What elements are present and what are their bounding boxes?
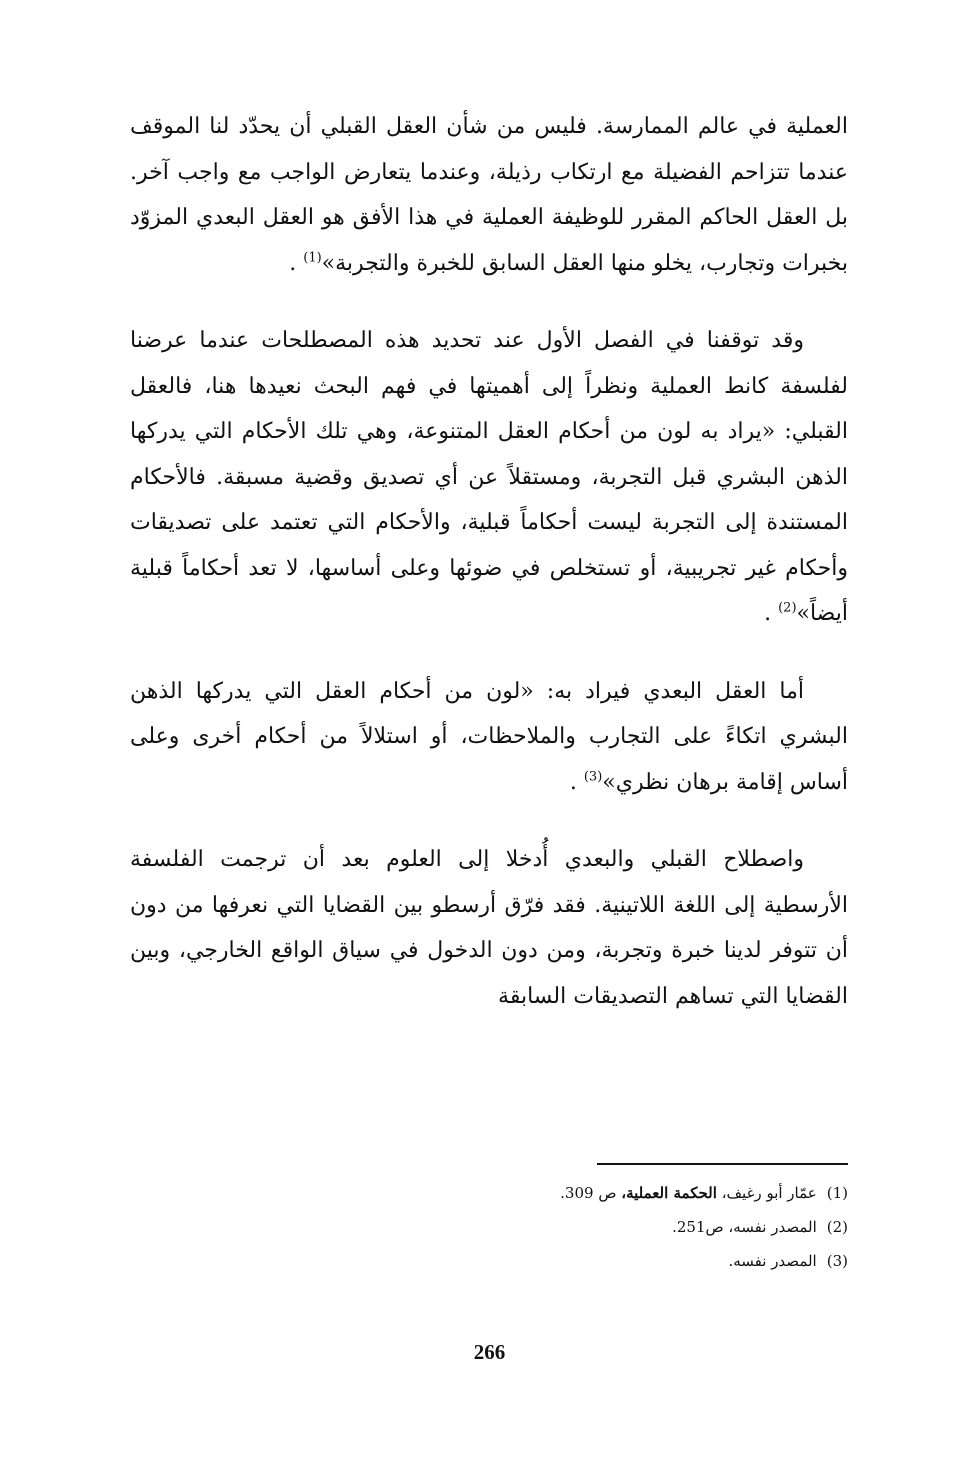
- paragraph-3-end: .: [569, 769, 577, 795]
- paragraph-1: [130, 104, 848, 286]
- footnote-number: (3): [826, 1252, 848, 1270]
- paragraph-1-text: العملية في عالم الممارسة. فليس من شأن العقل القبلي أن يحدّد لنا الموقف عندما تتزاحم الفضيلة مع ارتكاب رذيلة، وعندما يتعارض الواجب مع واجب آخر. بل العقل الحاكم المقرر للوظيفة العملية في هذا الأفق هو العقل البعدي المزوّد بخبرات وتجارب، يخلو منها العقل السابق للخبرة والتجربة»: [130, 114, 848, 276]
- footnote-3: [130, 1244, 848, 1278]
- footnote-text: المصدر نفسه، ص251.: [672, 1218, 817, 1236]
- paragraph-2-end: .: [764, 601, 772, 626]
- paragraph-2: [130, 318, 848, 637]
- footnote-ref-1: (1): [303, 250, 322, 266]
- footnote-number: (1): [826, 1184, 848, 1202]
- paragraph-4: [130, 837, 848, 1019]
- footnote-1: [130, 1176, 848, 1210]
- footnote-author: عمّار أبو رغيف،: [721, 1184, 817, 1202]
- footnote-number: (2): [826, 1218, 848, 1236]
- footnotes: [130, 1176, 848, 1278]
- paragraph-4-text: واصطلاح القبلي والبعدي أُدخلا إلى العلوم بعد أن ترجمت الفلسفة الأرسطية إلى اللغة اللاتينية. فقد فرّق أرسطو بين القضايا التي نعرفها من دون أن تتوفر لدينا خبرة وتجربة، ومن دون الدخول في سياق الواقع الخارجي، وبين القضايا التي تساهم التصديقات السابقة: [130, 847, 848, 1009]
- paragraph-3: [130, 669, 848, 806]
- footnote-title: الحكمة العملية،: [621, 1184, 717, 1202]
- page-number: 266: [473, 1340, 506, 1364]
- footnote-page: ص 309.: [560, 1184, 617, 1202]
- paragraph-2-text: وقد توقفنا في الفصل الأول عند تحديد هذه المصطلحات عندما عرضنا لفلسفة كانط العملية ونظراً إلى أهميتها في فهم البحث نعيدها هنا، فالعقل القبلي: «يراد به لون من أحكام العقل المتنوعة، وهي تلك الأحكام التي يدركها الذهن البشري قبل التجربة، ومستقلاً عن أي تصديق وقضية مسبقة. فالأحكام المستندة إلى التجربة ليست أحكاماً قبلية، والأحكام التي تعتمد على تصديقات وأحكام غير تجريبية، أو تستخلص في ضوئها وعلى أساسها، لا تعد أحكاماً قبلية أيضاً»: [130, 328, 848, 626]
- body-text: [130, 104, 848, 1051]
- footnote-divider: [597, 1163, 848, 1165]
- footnote-text: المصدر نفسه.: [728, 1252, 817, 1270]
- footnote-ref-3: (3): [583, 769, 603, 785]
- paragraph-1-end: .: [289, 250, 297, 276]
- footnote-ref-2: (2): [778, 600, 797, 616]
- footnote-2: [130, 1210, 848, 1244]
- paragraph-3-text: أما العقل البعدي فيراد به: «لون من أحكام العقل التي يدركها الذهن البشري اتكاءً على التجارب والملاحظات، أو استلالاً من أحكام أخرى وعلى أساس إقامة برهان نظري»: [130, 678, 848, 795]
